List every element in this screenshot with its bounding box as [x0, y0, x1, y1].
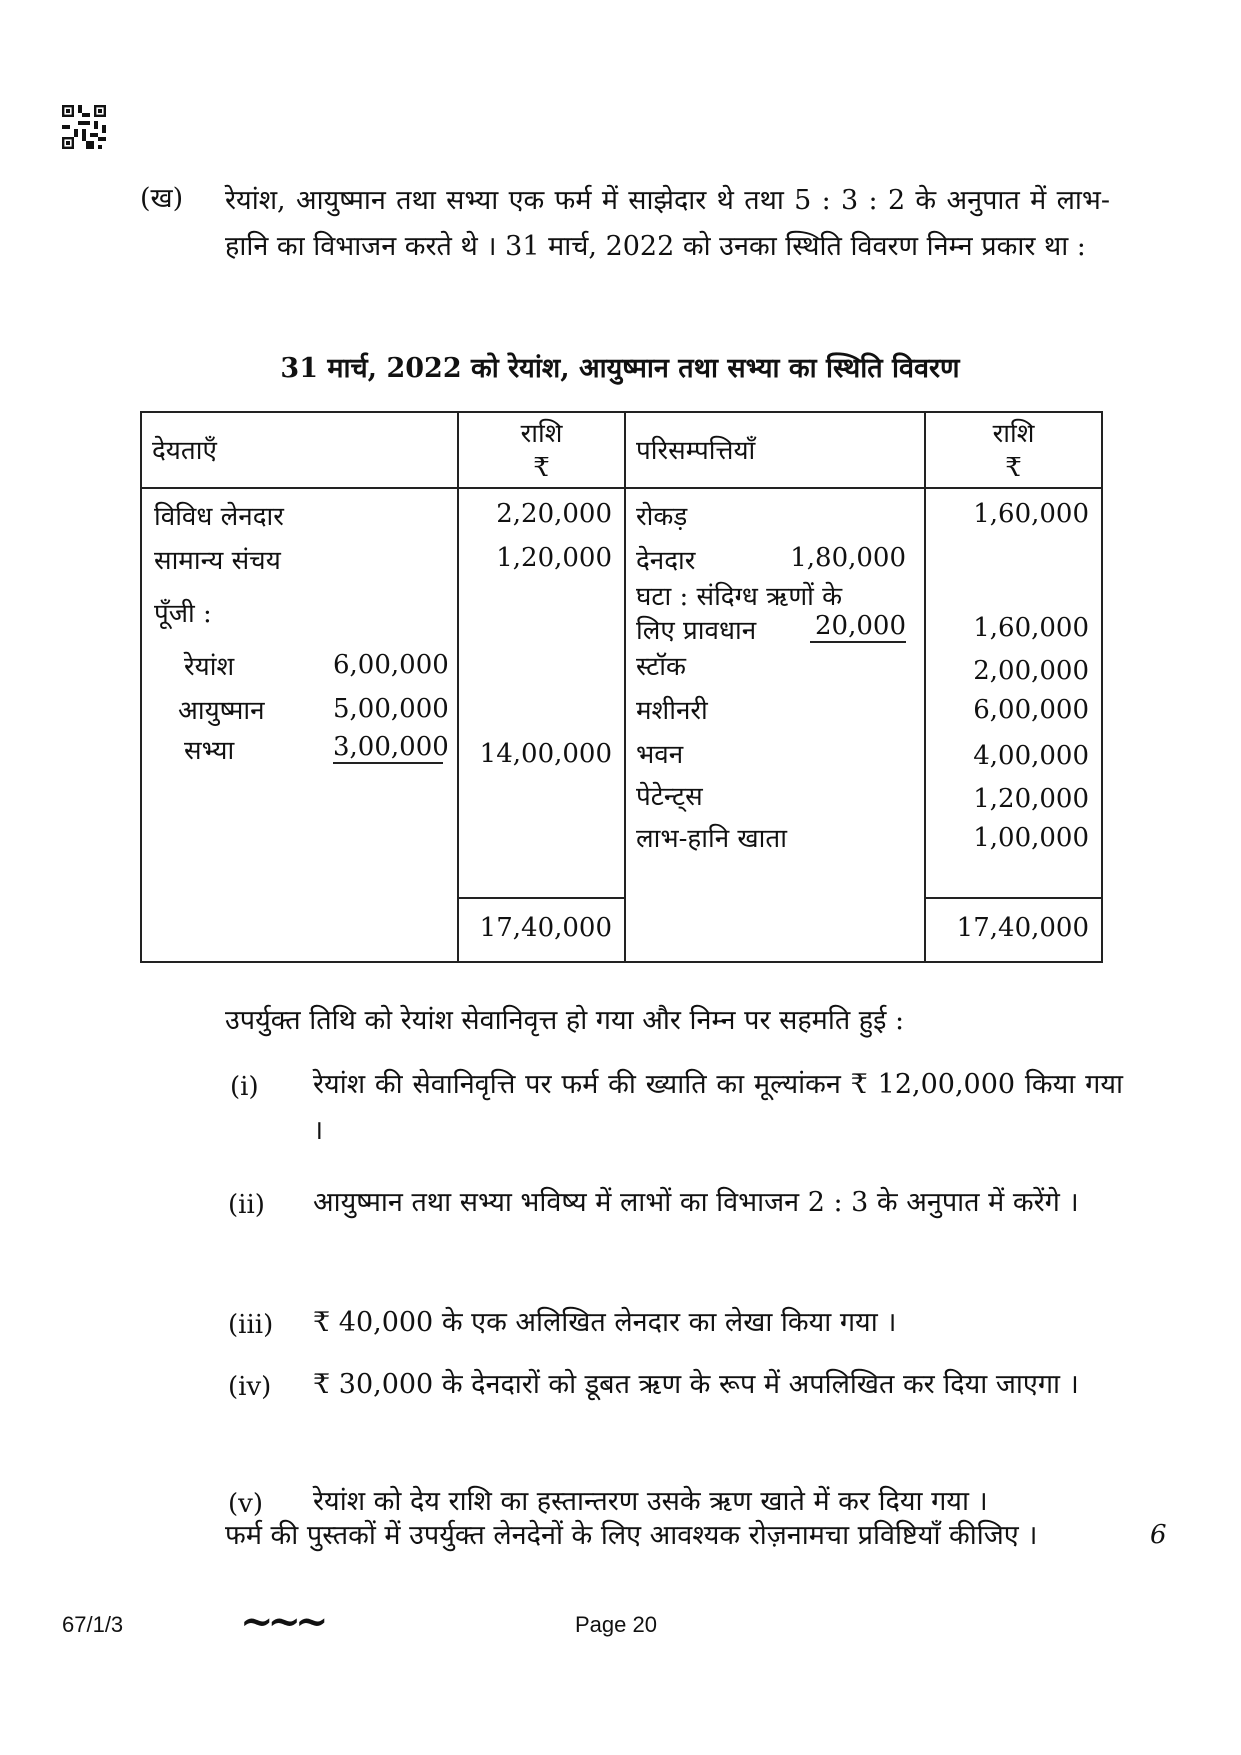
decorative-tilde: ~~~ — [240, 1598, 323, 1645]
balance-sheet-title: 31 मार्च, 2022 को रेयांश, आयुष्मान तथा सभ्या का स्थिति विवरण — [280, 353, 960, 384]
question-label: (ख) — [140, 183, 184, 214]
reserve-label: सामान्य संचय — [154, 546, 281, 576]
qr-code-icon — [62, 105, 106, 149]
condition-number: (i) — [230, 1072, 259, 1102]
assets-column — [626, 489, 924, 897]
partner-name: आयुष्मान — [178, 696, 265, 726]
amount-header: राशि — [520, 419, 563, 449]
partner-name: रेयांश — [184, 652, 235, 682]
creditors-amount: 2,20,000 — [496, 499, 612, 529]
question-intro: रेयांश, आयुष्मान तथा सभ्या एक फर्म में साझेदार थे तथा 5 : 3 : 2 के अनुपात में लाभ-हानि का विभाजन करते थे । 31 मार्च, 2022 को उनका स्थिति विवरण निम्न प्रकार था : — [225, 185, 1110, 262]
conditions-intro: उपर्युक्त तिथि को रेयांश सेवानिवृत्त हो गया और निम्न पर सहमति हुई : — [225, 1005, 905, 1036]
condition-number: (iii) — [228, 1310, 274, 1340]
machinery-label: मशीनरी — [636, 696, 708, 726]
creditors-label: विविध लेनदार — [154, 502, 284, 532]
condition-text: आयुष्मान तथा सभ्या भविष्य में लाभों का विभाजन 2 : 3 के अनुपात में करेंगे । — [313, 1187, 1079, 1218]
patents-amount: 1,20,000 — [973, 784, 1089, 814]
currency-symbol: ₹ — [533, 453, 550, 483]
debtors-gross: 1,80,000 — [790, 543, 906, 573]
stock-label: स्टॉक — [636, 652, 686, 682]
debtors-label: देनदार — [636, 546, 696, 576]
partner-capital: 5,00,000 — [333, 694, 449, 724]
balance-sheet-table — [140, 411, 1103, 963]
partner-capital: 3,00,000 — [333, 732, 449, 762]
assets-header: परिसम्पत्तियाँ — [636, 436, 756, 466]
liabilities-amount-column — [459, 489, 624, 897]
paper-code: 67/1/3 — [62, 1612, 124, 1637]
condition-number: (v) — [228, 1489, 263, 1519]
building-label: भवन — [636, 740, 684, 770]
machinery-amount: 6,00,000 — [973, 695, 1089, 725]
stock-amount: 2,00,000 — [973, 656, 1089, 686]
assets-total: 17,40,000 — [956, 913, 1089, 943]
debtors-net-amount: 1,60,000 — [973, 613, 1089, 643]
liabilities-total: 17,40,000 — [479, 913, 612, 943]
partner-capital: 6,00,000 — [333, 650, 449, 680]
partner-name: सभ्या — [184, 736, 235, 766]
provision-label: लिए प्रावधान — [636, 616, 757, 646]
liabilities-header: देयताएँ — [152, 436, 217, 466]
capital-total: 14,00,000 — [479, 739, 612, 769]
pl-account-label: लाभ-हानि खाता — [636, 824, 787, 854]
capital-label: पूँजी : — [154, 599, 212, 629]
reserve-amount: 1,20,000 — [496, 543, 612, 573]
cash-label: रोकड़ — [636, 502, 688, 532]
marks: 6 — [1150, 1520, 1167, 1550]
condition-text: रेयांश को देय राशि का हस्तान्तरण उसके ऋण खाते में कर दिया गया । — [313, 1486, 988, 1517]
cash-amount: 1,60,000 — [973, 499, 1089, 529]
currency-symbol: ₹ — [1005, 453, 1022, 483]
instruction-text: फर्म की पुस्तकों में उपर्युक्त लेनदेनों के लिए आवश्यक रोज़नामचा प्रविष्टियाँ कीजिए । — [225, 1520, 1038, 1551]
patents-label: पेटेन्ट्स — [636, 782, 703, 812]
page-number: Page 20 — [575, 1612, 657, 1637]
assets-amount-column — [926, 489, 1101, 897]
condition-number: (ii) — [228, 1190, 265, 1220]
building-amount: 4,00,000 — [973, 741, 1089, 771]
condition-text: रेयांश की सेवानिवृत्ति पर फर्म की ख्याति का मूल्यांकन ₹ 12,00,000 किया गया । — [313, 1069, 1123, 1146]
condition-text: ₹ 40,000 के एक अलिखित लेनदार का लेखा किया गया । — [313, 1307, 897, 1338]
provision-label: घटा : संदिग्ध ऋणों के — [636, 582, 843, 612]
pl-account-amount: 1,00,000 — [973, 823, 1089, 853]
condition-text: ₹ 30,000 के देनदारों को डूबत ऋण के रूप में अपलिखित कर दिया जाएगा । — [313, 1369, 1079, 1400]
provision-amount: 20,000 — [810, 611, 906, 643]
condition-number: (iv) — [228, 1372, 272, 1402]
amount-header: राशि — [992, 419, 1035, 449]
liabilities-column — [142, 489, 457, 897]
